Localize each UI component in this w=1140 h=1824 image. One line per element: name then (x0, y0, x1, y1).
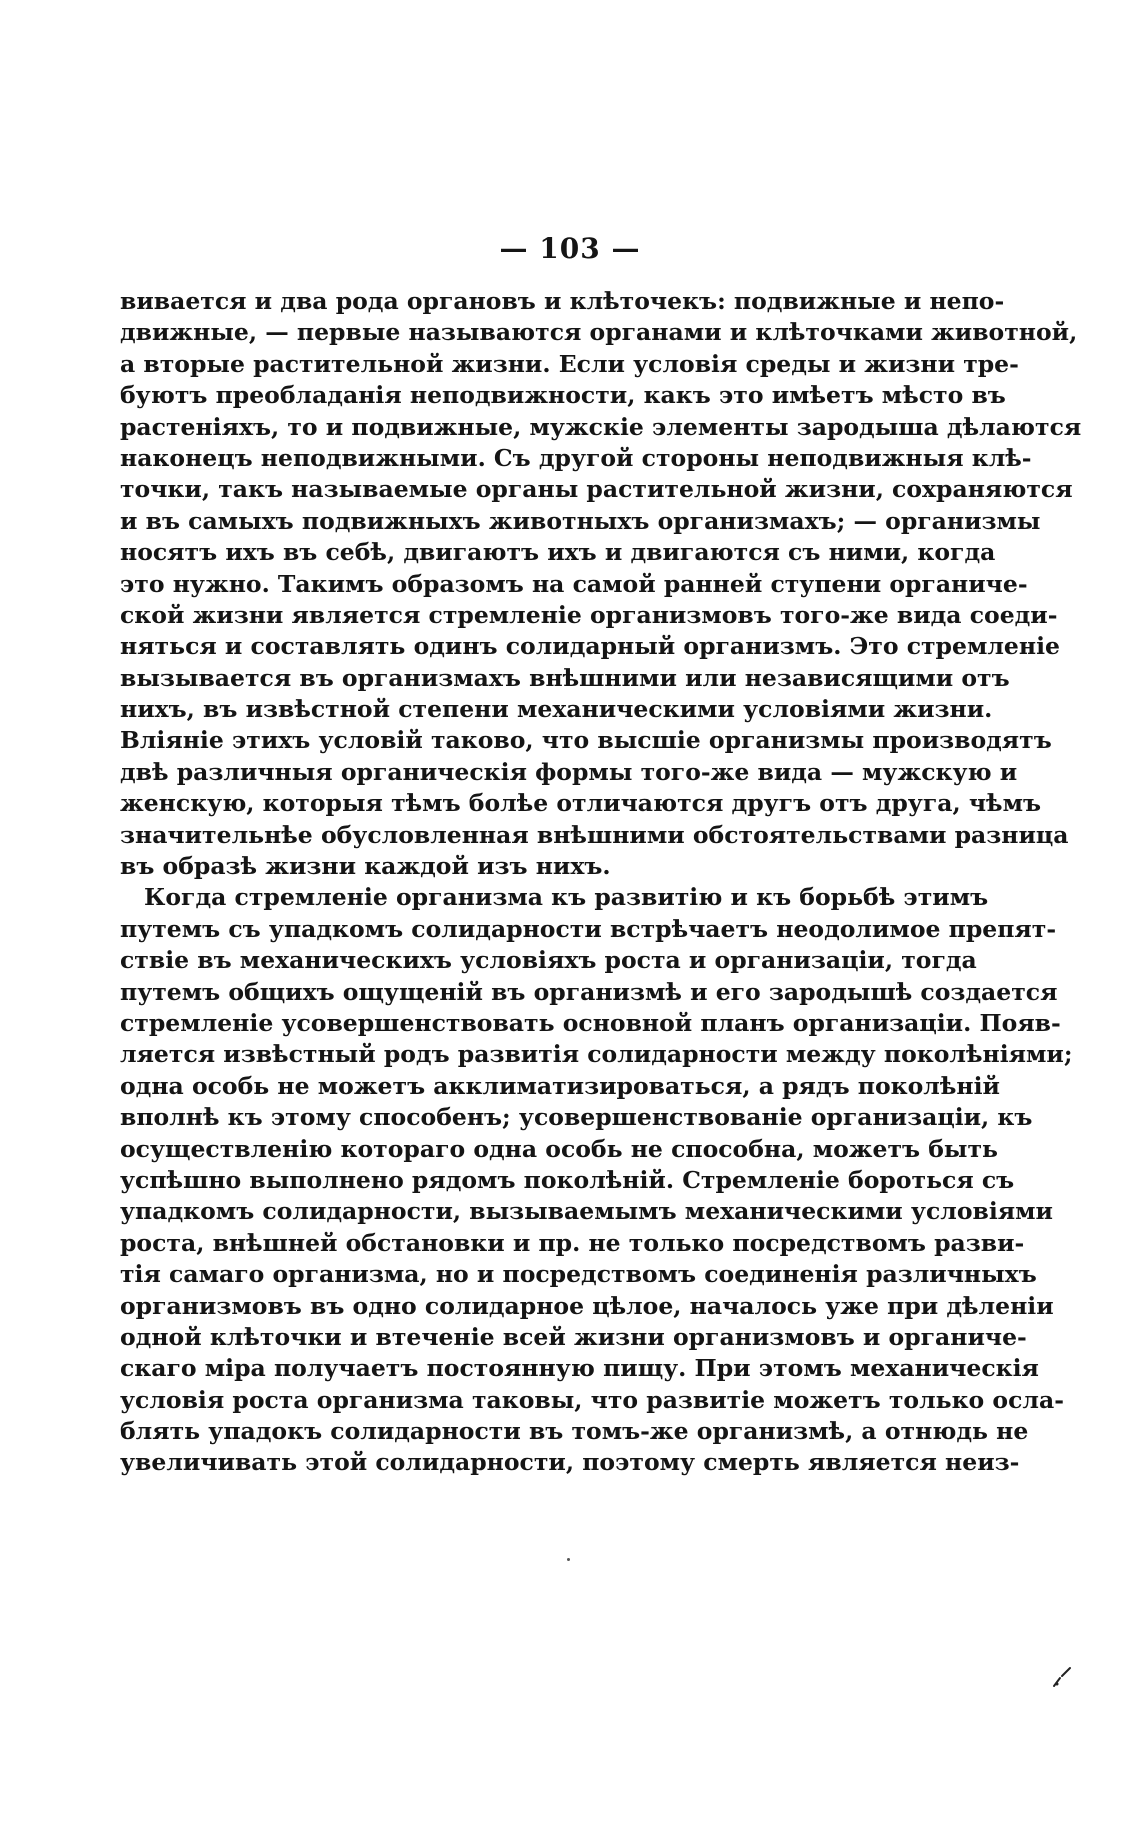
text-line: значительнѣе обусловленная внѣшними обстоятельствами разница (120, 820, 1069, 849)
text-line: ствіе въ механическихъ условіяхъ роста и организаціи, тогда (120, 946, 977, 975)
text-line: растеніяхъ, то и подвижные, мужскіе элементы зародыша дѣлаются (120, 412, 1082, 441)
text-line: наконецъ неподвижными. Съ другой стороны неподвижныя клѣ- (120, 443, 1032, 472)
text-line: одной клѣточки и втеченіе всей жизни организмовъ и органиче- (120, 1322, 1027, 1351)
body-text (120, 286, 1082, 1479)
text-line: осуществленію котораго одна особь не способна, можетъ быть (120, 1134, 998, 1163)
text-line: блять упадокъ солидарности въ томъ-же организмѣ, а отнюдь не (120, 1417, 1029, 1446)
text-line: стремленіе усовершенствовать основной планъ организаціи. Появ- (120, 1008, 1061, 1037)
text-line: скаго міра получаетъ постоянную пищу. При этомъ механическія (120, 1354, 1039, 1383)
text-line: тія самаго организма, но и посредствомъ соединенія различныхъ (120, 1260, 1037, 1289)
text-line: вивается и два рода органовъ и клѣточекъ: подвижные и непо- (120, 287, 1005, 315)
text-line: вызывается въ организмахъ внѣшними или независящими отъ (120, 663, 1010, 692)
text-line: роста, внѣшней обстановки и пр. не только посредствомъ разви- (120, 1228, 1025, 1257)
text-line: это нужно. Такимъ образомъ на самой ранней ступени органиче- (120, 569, 1028, 598)
print-speck (567, 1558, 570, 1561)
text-line: няться и составлять одинъ солидарный организмъ. Это стремленіе (120, 632, 1060, 661)
paragraph-2 (120, 882, 1073, 1478)
page-number: — 103 — (499, 232, 641, 265)
text-line: увеличивать этой солидарности, поэтому смерть является неиз- (120, 1448, 1020, 1477)
text-line: въ образѣ жизни каждой изъ нихъ. (120, 852, 611, 881)
text-line: упадкомъ солидарности, вызываемымъ механическими условіями (120, 1197, 1053, 1226)
paragraph-1 (120, 286, 1082, 882)
text-line: организмовъ въ одно солидарное цѣлое, началось уже при дѣленіи (120, 1291, 1054, 1320)
text-line: Когда стремленіе организма къ развитію и къ борьбѣ этимъ (144, 883, 989, 912)
text-line: путемъ съ упадкомъ солидарности встрѣчаетъ неодолимое препят- (120, 914, 1057, 943)
text-line: ской жизни является стремленіе организмовъ того-же вида соеди- (120, 600, 1058, 629)
text-line: носятъ ихъ въ себѣ, двигаютъ ихъ и двигаются съ ними, когда (120, 538, 996, 567)
text-line: а вторые растительной жизни. Если условія среды и жизни тре- (120, 349, 1019, 378)
text-line: ляется извѣстный родъ развитія солидарности между поколѣніями; (120, 1040, 1073, 1069)
text-line: успѣшно выполнено рядомъ поколѣній. Стремленіе бороться съ (120, 1165, 1015, 1194)
text-line: буютъ преобладанія неподвижности, какъ это имѣетъ мѣсто въ (120, 381, 1006, 410)
text-line: нихъ, въ извѣстной степени механическими условіями жизни. (120, 695, 993, 724)
text-line: точки, такъ называемые органы растительной жизни, сохраняются (120, 475, 1073, 504)
text-line: и въ самыхъ подвижныхъ животныхъ организмахъ; — организмы (120, 506, 1041, 535)
text-line: женскую, которыя тѣмъ болѣе отличаются другъ отъ друга, чѣмъ (120, 789, 1042, 818)
text-line: движные, — первые называются органами и клѣточками животной, (120, 318, 1078, 347)
pencil-mark-icon (1050, 1664, 1076, 1690)
text-line: путемъ общихъ ощущеній въ организмѣ и его зародышѣ создается (120, 977, 1058, 1006)
text-line: вполнѣ къ этому способенъ; усовершенствованіе организаціи, къ (120, 1103, 1033, 1132)
text-line: одна особь не можетъ акклиматизироваться, а рядъ поколѣній (120, 1071, 1000, 1100)
text-line: Вліяніе этихъ условій таково, что высшіе организмы производятъ (120, 726, 1052, 755)
text-line: двѣ различныя органическія формы того-же вида — мужскую и (120, 757, 1018, 786)
text-line: условія роста организма таковы, что развитіе можетъ только осла- (120, 1385, 1064, 1414)
